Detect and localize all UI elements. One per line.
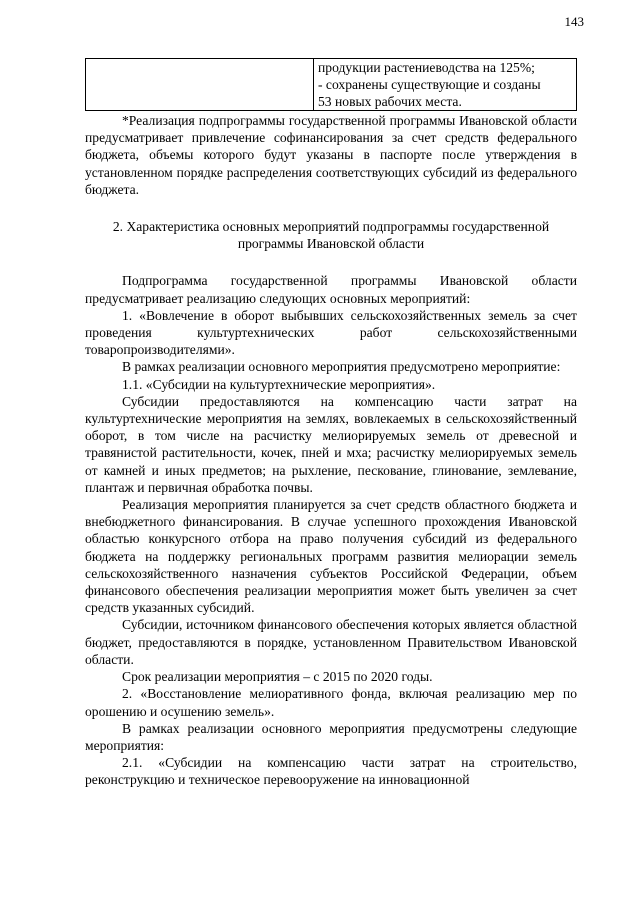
table-cell-line: продукции растениеводства на 125%; — [318, 60, 535, 75]
table-cell-left — [86, 59, 314, 111]
continuation-table — [85, 58, 577, 111]
page-number: 143 — [564, 14, 584, 29]
paragraph: 2.1. «Субсидии на компенсацию части затрат на строительство, реконструкцию и техническое перевооружение на инновационной — [85, 755, 577, 788]
table-cell-right — [314, 59, 577, 111]
paragraph: 2. «Восстановление мелиоративного фонда, включая реализацию мер по орошению и осушению земель». — [85, 686, 577, 719]
footnote: *Реализация подпрограммы государственной программы Ивановской области предусматривает привлечение софинансирования за счет средств федерального бюджета, объемы которого будут указаны в паспорте после утверждения в установленном порядке распределения соответствующих субсидий из федерального бюджета. — [85, 113, 577, 197]
document-body — [85, 112, 577, 789]
paragraph: Реализация мероприятия планируется за счет средств областного бюджета и внебюджетного финансирования. В случае успешного прохождения Ивановской областью конкурсного отбора на право получения субсидий из федерального бюджета на поддержку региональных программ развития мелиорации земель сельскохозяйственного назначения субъектов Российской Федерации, объем финансового обеспечения реализации мероприятия может быть увеличен за счет средств указанных субсидий. — [85, 497, 577, 616]
paragraph: Субсидии предоставляются на компенсацию части затрат на культуртехнические мероприятия на землях, вовлекаемых в сельскохозяйственный оборот, в том числе на расчистку мелиорируемых земель от древесной и травянистой растительности, кочек, пней и мха; расчистку мелиорируемых земель от камней и иных предметов; на рыхление, пескование, глинование, землевание, плантаж и первичная обработка почвы. — [85, 393, 577, 495]
paragraph: 1. «Вовлечение в оборот выбывших сельскохозяйственных земель за счет проведения культуртехнических работ сельскохозяйственными товаропроизводителями». — [85, 307, 577, 358]
paragraph: Срок реализации мероприятия – с 2015 по 2020 годы. — [122, 669, 433, 685]
paragraph: Субсидии, источником финансового обеспечения которых является областной бюджет, предоставляются в порядке, установленном Правительством Ивановской области. — [85, 617, 577, 667]
table-row — [86, 59, 577, 111]
paragraph: В рамках реализации основного мероприятия предусмотрены следующие мероприятия: — [85, 720, 577, 753]
paragraph: В рамках реализации основного мероприятия предусмотрено мероприятие: — [122, 359, 561, 375]
table-cell-line: - сохранены существующие и созданы — [318, 77, 541, 92]
paragraph: 1.1. «Субсидии на культуртехнические мероприятия». — [122, 376, 436, 392]
paragraph: Подпрограмма государственной программы Ивановской области предусматривает реализацию следующих основных мероприятий: — [85, 273, 577, 306]
section-heading: 2. Характеристика основных мероприятий подпрограммы государственной программы Ивановской области — [112, 219, 550, 252]
table-cell-line: 53 новых рабочих места. — [318, 94, 462, 109]
